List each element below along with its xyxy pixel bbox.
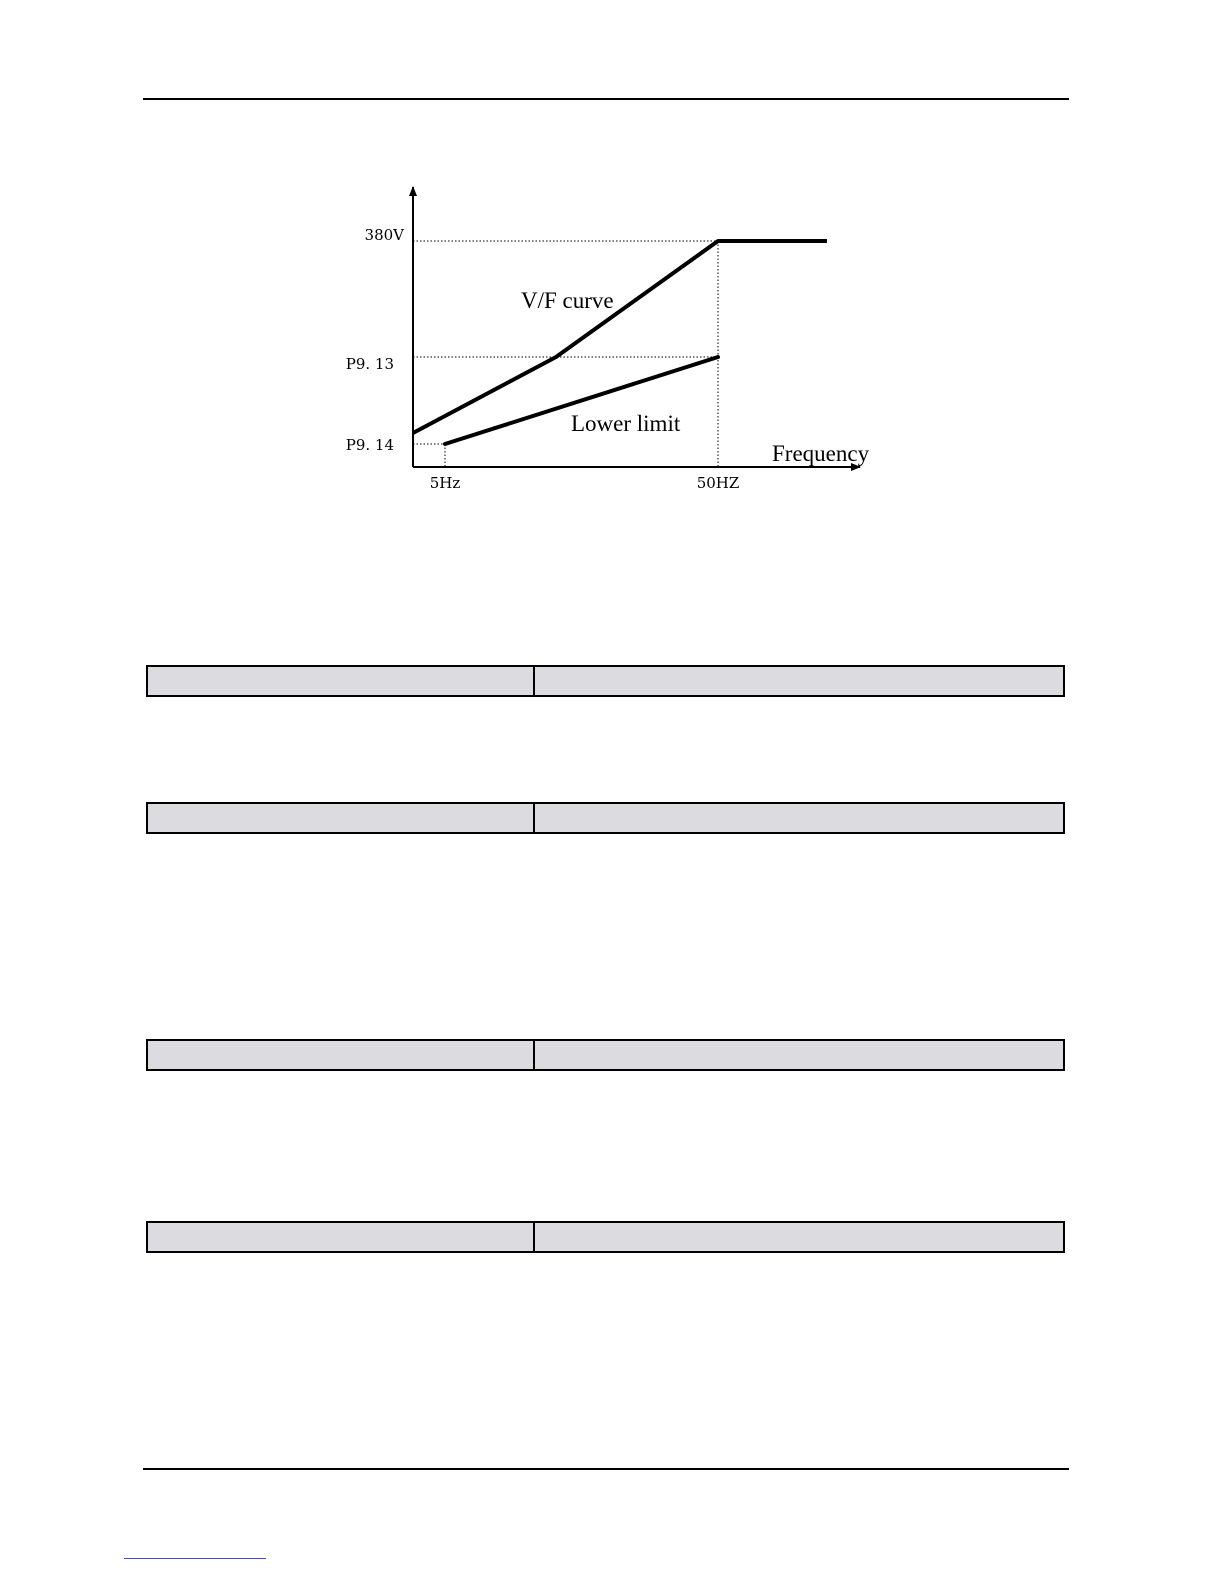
lower-limit-label: Lower limit xyxy=(571,411,681,436)
table-row xyxy=(147,1040,1064,1070)
table-cell xyxy=(147,1222,534,1252)
y-tick-label-p913: P9. 13 xyxy=(345,355,394,373)
footer-link-underline[interactable] xyxy=(124,1558,266,1559)
y-tick-label-p914: P9. 14 xyxy=(345,436,394,454)
parameter-table-1 xyxy=(146,665,1065,697)
parameter-table-2 xyxy=(146,802,1065,834)
table-cell xyxy=(534,1040,1064,1070)
y-tick-label-380v: 380V xyxy=(364,226,404,244)
table-cell xyxy=(534,803,1064,833)
x-tick-label-5hz: 5Hz xyxy=(429,474,461,492)
vf-curve-figure xyxy=(330,175,890,505)
table-cell xyxy=(147,1040,534,1070)
table-row xyxy=(147,1222,1064,1252)
parameter-table-3 xyxy=(146,1039,1065,1071)
table-row xyxy=(147,666,1064,696)
table-cell xyxy=(534,666,1064,696)
footer-rule xyxy=(143,1468,1069,1470)
vf-curve-label: V/F curve xyxy=(521,288,614,313)
table-cell xyxy=(147,666,534,696)
x-axis-label: Frequency xyxy=(772,441,870,466)
table-row xyxy=(147,803,1064,833)
parameter-table-4 xyxy=(146,1221,1065,1253)
table-cell xyxy=(147,803,534,833)
x-tick-label-50hz: 50HZ xyxy=(696,474,740,492)
vf-curve-line xyxy=(413,241,827,433)
table-cell xyxy=(534,1222,1064,1252)
header-rule xyxy=(143,98,1069,100)
